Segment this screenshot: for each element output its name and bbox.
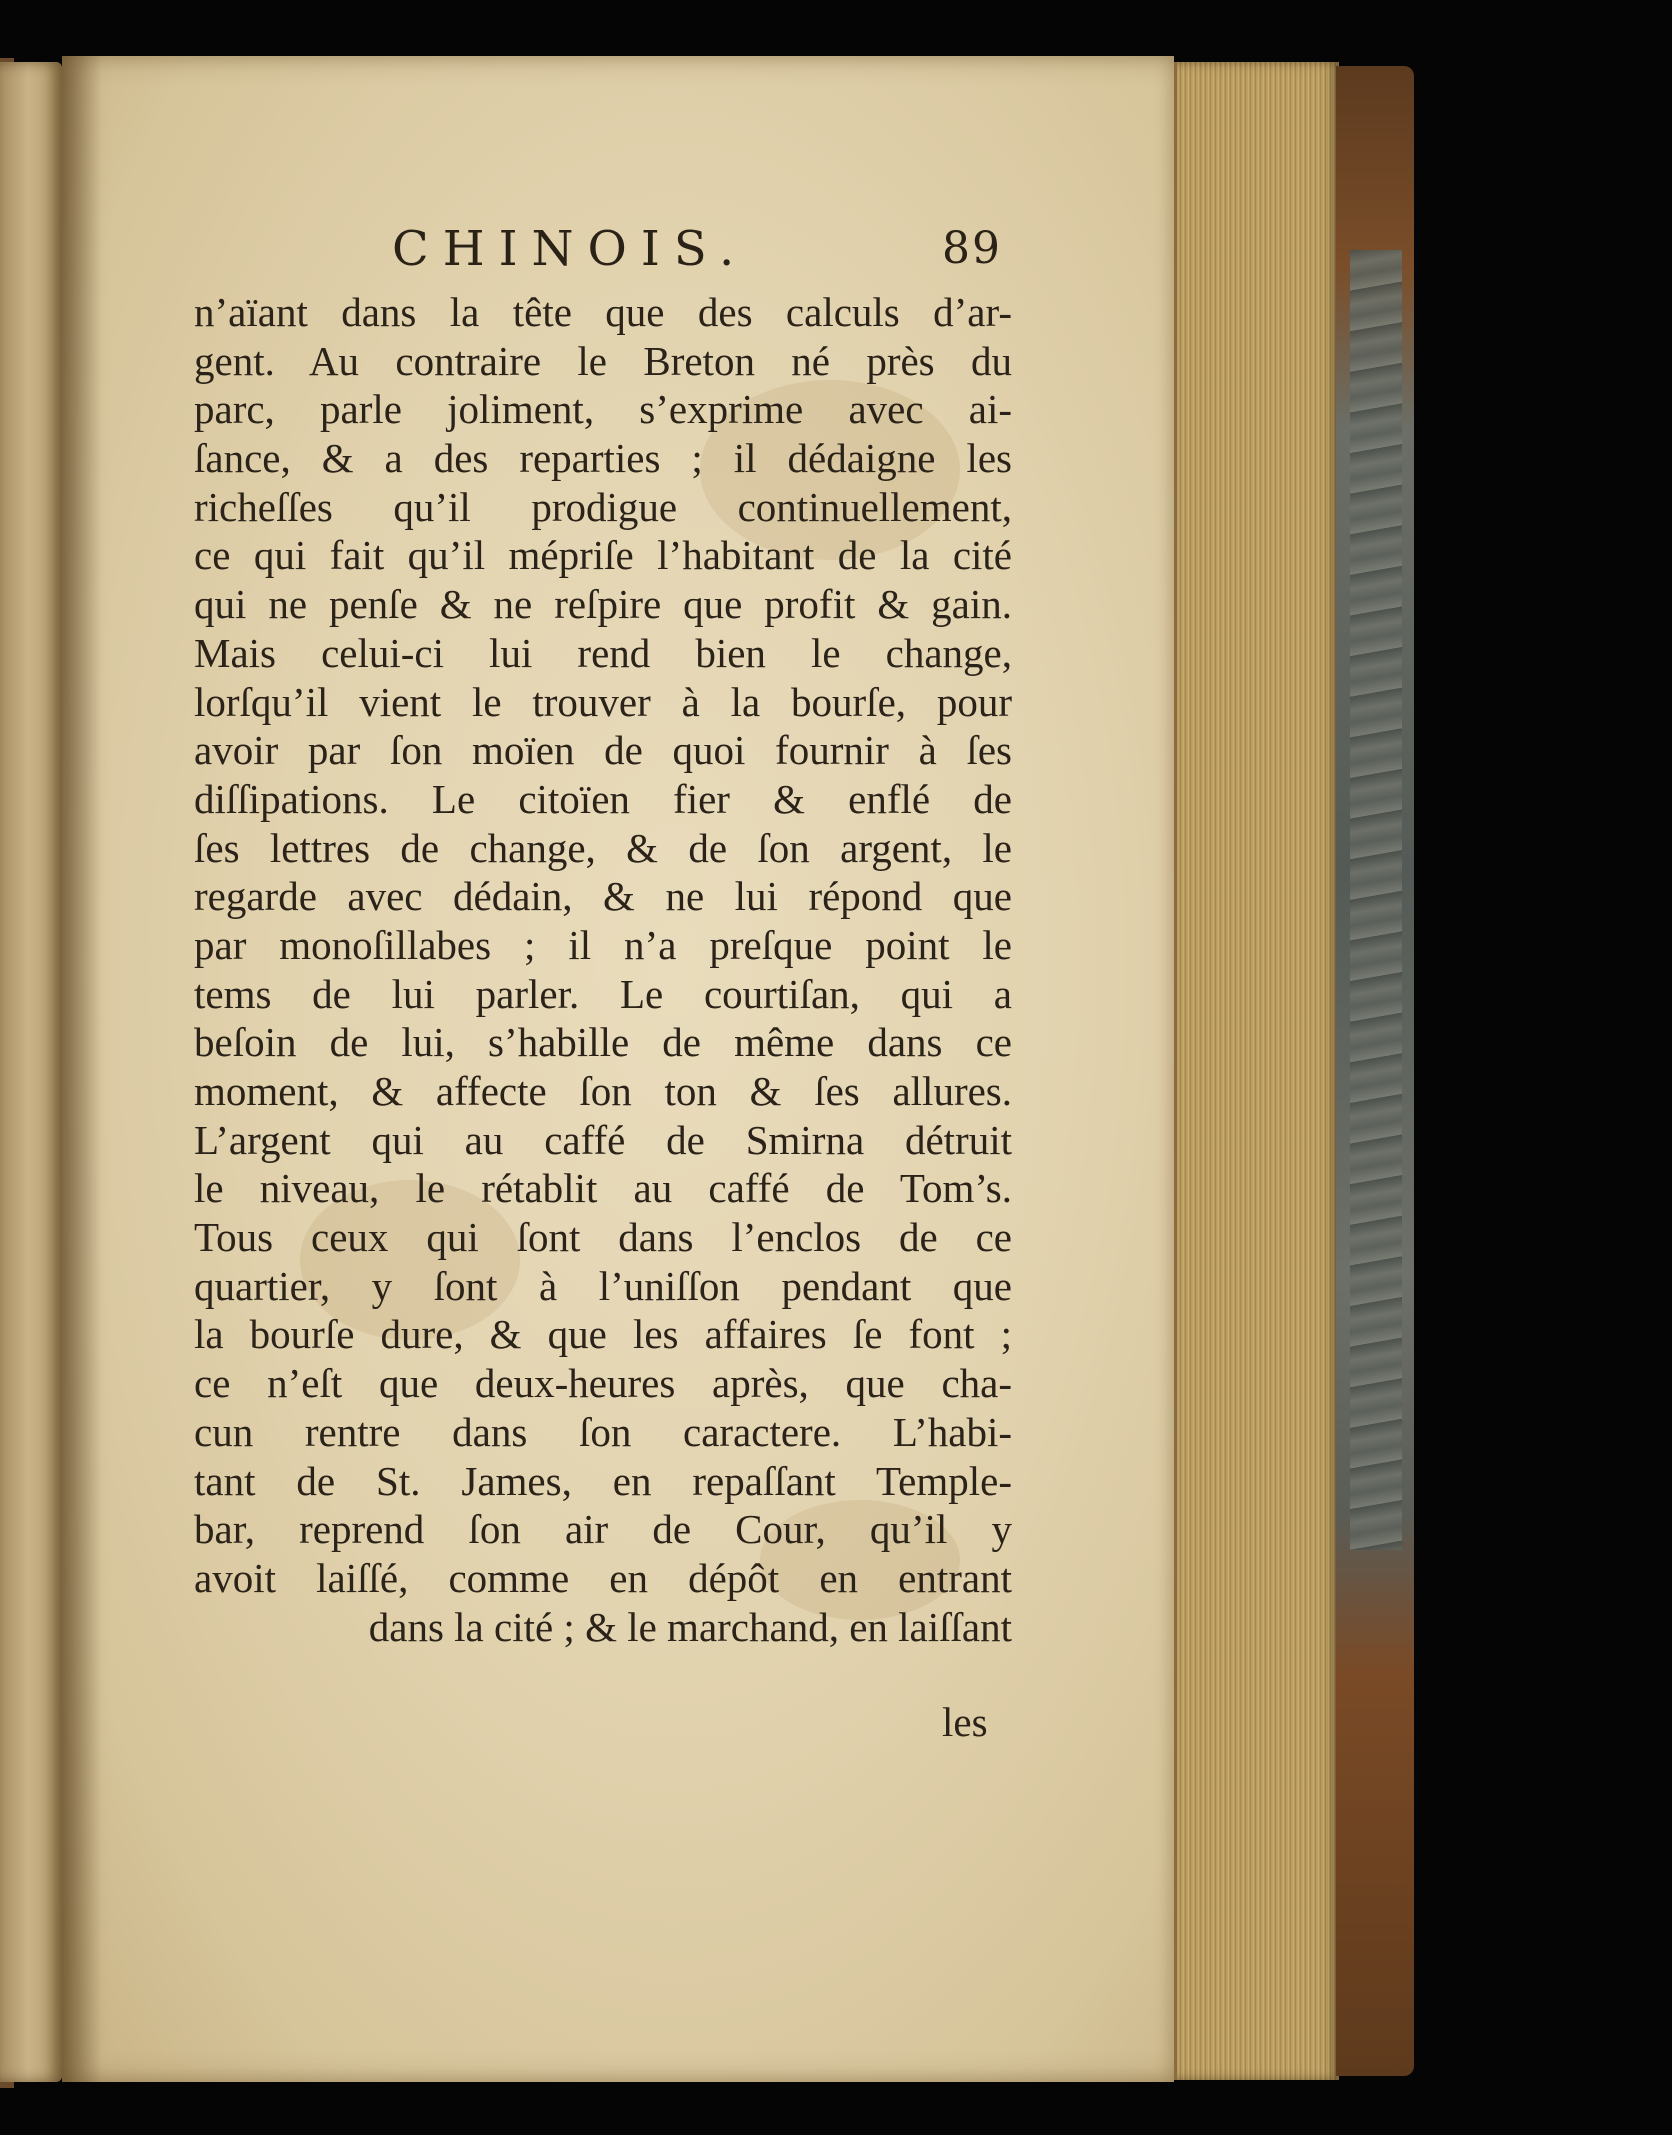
text-line: quartier, y ſont à l’uniſſon pendant que xyxy=(194,1262,1012,1309)
previous-page-edge xyxy=(0,62,62,2082)
text-line: richeſſes qu’il prodigue continuellement, xyxy=(194,483,1012,530)
page-number: 89 xyxy=(942,223,1002,274)
body-text xyxy=(194,288,1012,1651)
text-line: lorſqu’il vient le trouver à la bourſe, pour xyxy=(194,678,1012,725)
text-line: ce qui fait qu’il mépriſe l’habitant de la cité xyxy=(194,532,1012,579)
text-line: tant de St. James, en repaſſant Temple- xyxy=(194,1457,1012,1504)
text-line: dans la cité ; & le marchand, en laiſſant xyxy=(368,1603,1012,1650)
text-line: par monoſillabes ; il n’a preſque point le xyxy=(194,921,1012,968)
cover-marbling xyxy=(1350,250,1402,1550)
text-line: le niveau, le rétablit au caffé de Tom’s. xyxy=(194,1165,1012,1212)
text-line: Mais celui-ci lui rend bien le change, xyxy=(194,629,1012,676)
page-header xyxy=(392,214,1002,284)
text-line: regarde avec dédain, & ne lui répond que xyxy=(194,873,1012,920)
text-line: tems de lui parler. Le courtiſan, qui a xyxy=(194,970,1012,1017)
text-line: parc, parle joliment, s’exprime avec ai- xyxy=(194,386,1012,433)
gutter-shadow xyxy=(62,56,102,2082)
text-line: diſſipations. Le citoïen fier & enflé de xyxy=(194,775,1012,822)
text-line: bar, reprend ſon air de Cour, qu’il y xyxy=(194,1506,1012,1553)
text-line: cun rentre dans ſon caractere. L’habi- xyxy=(194,1408,1012,1455)
text-line: gent. Au contraire le Breton né près du xyxy=(194,337,1012,384)
text-line: moment, & affecte ſon ton & ſes allures. xyxy=(194,1068,1012,1114)
text-line: ce n’eſt que deux-heures après, que cha- xyxy=(194,1360,1012,1407)
text-line: la bourſe dure, & que les affaires ſe font ; xyxy=(194,1311,1012,1358)
text-line: L’argent qui au caffé de Smirna détruit xyxy=(194,1116,1012,1163)
text-line: qui ne penſe & ne reſpire que profit & gain. xyxy=(194,581,1012,628)
text-line: ſance, & a des reparties ; il dédaigne les xyxy=(194,435,1012,482)
text-line: avoir par ſon moïen de quoi fournir à ſes xyxy=(194,727,1012,774)
text-line: n’aïant dans la tête que des calculs d’ar- xyxy=(194,289,1012,335)
text-line: avoit laiſſé, comme en dépôt en entrant xyxy=(194,1554,1012,1601)
catchword: les xyxy=(942,1699,988,1745)
page-fore-edge xyxy=(1174,62,1339,2080)
text-line: ſes lettres de change, & de ſon argent, le xyxy=(194,824,1012,871)
text-line: Tous ceux qui ſont dans l’enclos de ce xyxy=(194,1214,1012,1261)
text-line: beſoin de lui, s’habille de même dans ce xyxy=(194,1019,1012,1066)
running-head: CHINOIS. xyxy=(392,221,749,277)
